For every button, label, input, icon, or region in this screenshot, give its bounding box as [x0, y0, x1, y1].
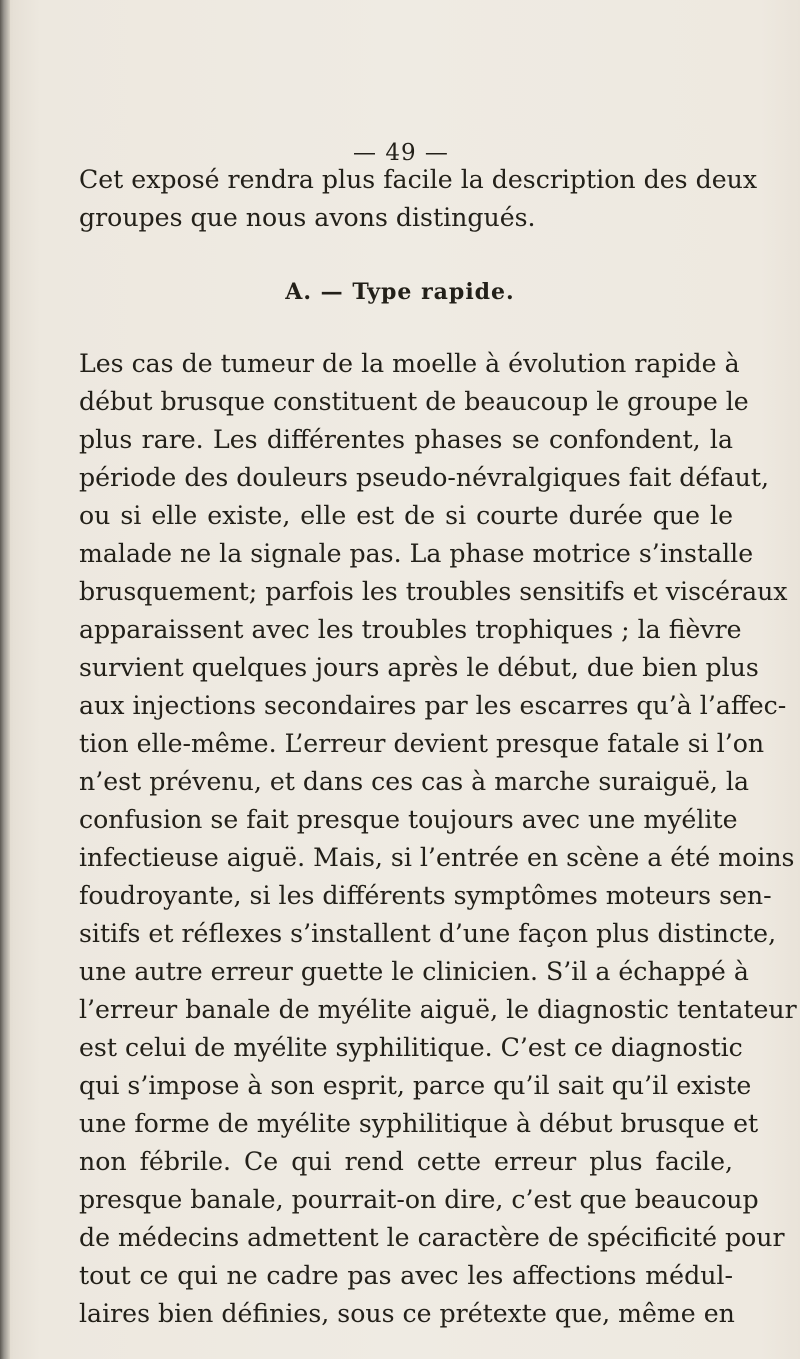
page-number: — 49 — — [353, 140, 449, 166]
body-line: sitifs et réflexes s’installent d’une façon plus distincte, — [79, 919, 777, 948]
body-line: une forme de myélite syphilitique à début brusque et — [79, 1109, 759, 1138]
body-line: qui s’impose à son esprit, parce qu’il sait qu’il existe — [79, 1071, 752, 1100]
body-line: infectieuse aiguë. Mais, si l’entrée en scène a été moins — [79, 843, 795, 872]
body-line: tion elle-même. L’erreur devient presque fatale si l’on — [79, 729, 765, 758]
body-line: survient quelques jours après le début, due bien plus — [79, 653, 759, 682]
body-line: brusquement; parfois les troubles sensitifs et viscéraux — [79, 577, 788, 606]
body-line: confusion se fait presque toujours avec une myélite — [79, 805, 738, 834]
body-line: de médecins admettent le caractère de spécificité pour — [79, 1223, 785, 1252]
body-line: Les cas de tumeur de la moelle à évolution rapide à — [79, 349, 740, 378]
body-line: non fébrile. Ce qui rend cette erreur plus facile, — [79, 1147, 733, 1176]
body-line: presque banale, pourrait-on dire, c’est que beaucoup — [79, 1185, 759, 1214]
section-heading: A. — Type rapide. — [285, 279, 515, 305]
body-line: ou si elle existe, elle est de si courte durée que le — [79, 501, 733, 530]
body-line: aux injections secondaires par les escarres qu’à l’affec- — [79, 691, 787, 720]
body-line: est celui de myélite syphilitique. C’est ce diagnostic — [79, 1033, 743, 1062]
intro-line: Cet exposé rendra plus facile la description des deux — [79, 165, 758, 194]
body-line: l’erreur banale de myélite aiguë, le diagnostic tentateur — [79, 995, 797, 1024]
body-line: tout ce qui ne cadre pas avec les affections médul- — [79, 1261, 733, 1290]
body-line: n’est prévenu, et dans ces cas à marche suraiguë, la — [79, 767, 749, 796]
body-line: malade ne la signale pas. La phase motrice s’installe — [79, 539, 754, 568]
body-line: laires bien définies, sous ce prétexte que, même en — [79, 1299, 735, 1328]
body-line: période des douleurs pseudo-névralgiques fait défaut, — [79, 463, 769, 492]
body-line: une autre erreur guette le clinicien. S’il a échappé à — [79, 957, 749, 986]
page-binding-edge — [0, 0, 10, 1359]
body-line: apparaissent avec les troubles trophiques ; la fièvre — [79, 615, 742, 644]
body-line: début brusque constituent de beaucoup le groupe le — [79, 387, 749, 416]
body-line: foudroyante, si les différents symptômes moteurs sen- — [79, 881, 772, 910]
intro-line: groupes que nous avons distingués. — [79, 203, 536, 232]
body-line: plus rare. Les différentes phases se confondent, la — [79, 425, 733, 454]
